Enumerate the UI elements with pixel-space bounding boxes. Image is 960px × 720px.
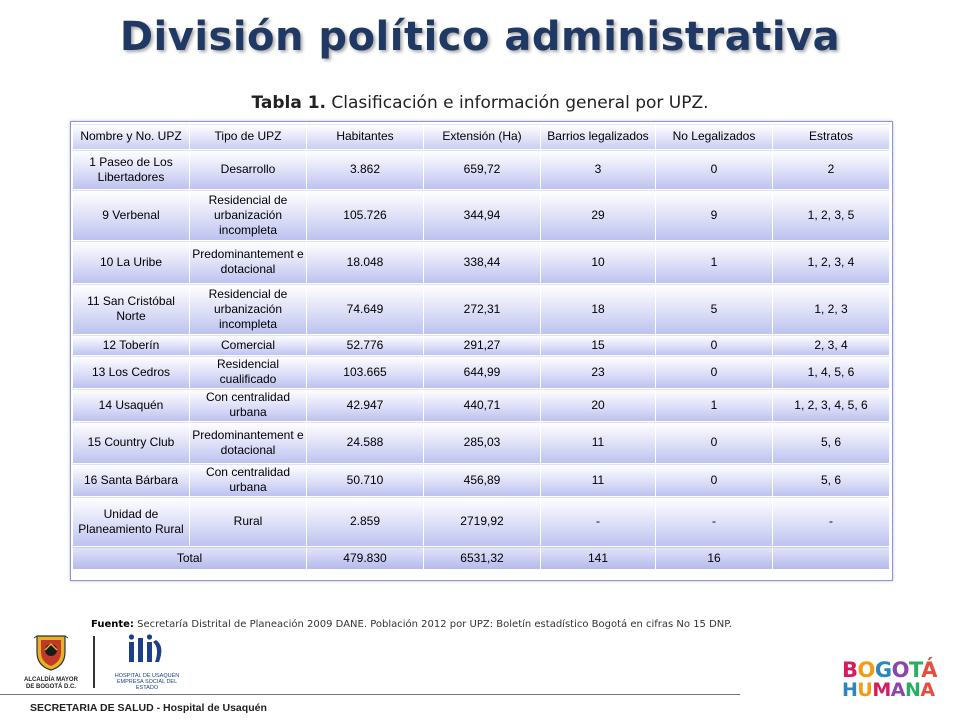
- caption-text: Clasificación e información general por UPZ.: [331, 93, 709, 113]
- table-cell: 13 Los Cedros: [73, 356, 190, 389]
- table-cell: 2719,92: [424, 497, 541, 547]
- footer-text: SECRETARIA DE SALUD - Hospital de Usaquén: [30, 702, 267, 714]
- source-note: [91, 619, 732, 630]
- table-cell: 291,27: [424, 335, 541, 356]
- total-estratos: [773, 547, 890, 570]
- table-cell: 29: [541, 190, 656, 241]
- table-cell: Predominantement e dotacional: [190, 422, 307, 464]
- page-title: División político administrativa: [119, 14, 841, 60]
- hospital-line1: HOSPITAL DE USAQUÉN: [114, 673, 180, 679]
- table-cell: 18.048: [307, 241, 424, 284]
- table-row: [73, 284, 890, 335]
- table-cell: 644,99: [424, 356, 541, 389]
- table-row: [73, 190, 890, 241]
- table-caption: [0, 93, 960, 113]
- table-row: [73, 464, 890, 497]
- table-cell: 659,72: [424, 150, 541, 190]
- table-cell: 0: [656, 335, 773, 356]
- total-barrios: 141: [541, 547, 656, 570]
- hospital-emblem-icon: [125, 632, 169, 668]
- table-row: [73, 356, 890, 389]
- table-cell: 1, 2, 3, 4, 5, 6: [773, 389, 890, 422]
- table-cell: Residencial cualificado: [190, 356, 307, 389]
- table-cell: -: [656, 497, 773, 547]
- table-cell: 103.665: [307, 356, 424, 389]
- table-cell: 456,89: [424, 464, 541, 497]
- table-cell: 338,44: [424, 241, 541, 284]
- header-cell: Extensión (Ha): [424, 124, 541, 150]
- source-text: Secretaría Distrital de Planeación 2009 DANE. Población 2012 por UPZ: Boletín estadístico Bogotá en cifras No 15 DNP.: [137, 619, 732, 630]
- table-cell: 0: [656, 464, 773, 497]
- table-cell: 11: [541, 464, 656, 497]
- alcaldia-line1: ALCALDÍA MAYOR: [24, 677, 78, 683]
- bogota-line1: BOGOTÁ: [842, 658, 937, 682]
- table-cell: 12 Toberín: [73, 335, 190, 356]
- table-cell: 14 Usaquén: [73, 389, 190, 422]
- table-cell: 15 Country Club: [73, 422, 190, 464]
- header-cell: No Legalizados: [656, 124, 773, 150]
- total-no-legalizados: 16: [656, 547, 773, 570]
- table-cell: 0: [656, 356, 773, 389]
- table-cell: 1: [656, 241, 773, 284]
- table-cell: Rural: [190, 497, 307, 547]
- table-cell: 2, 3, 4: [773, 335, 890, 356]
- table-row: [73, 335, 890, 356]
- table-cell: 344,94: [424, 190, 541, 241]
- table-cell: 11 San Cristóbal Norte: [73, 284, 190, 335]
- table-cell: 11: [541, 422, 656, 464]
- table-cell: 9 Verbenal: [73, 190, 190, 241]
- table-header-row: [73, 124, 890, 150]
- header-cell: Habitantes: [307, 124, 424, 150]
- table-cell: 1: [656, 389, 773, 422]
- table-cell: 10: [541, 241, 656, 284]
- table-cell: 42.947: [307, 389, 424, 422]
- table-cell: 5, 6: [773, 422, 890, 464]
- table-cell: 1, 4, 5, 6: [773, 356, 890, 389]
- alcaldia-logo: [22, 632, 80, 691]
- table-row: [73, 241, 890, 284]
- table-cell: 3: [541, 150, 656, 190]
- table-cell: Residencial de urbanización incompleta: [190, 284, 307, 335]
- table-cell: 24.588: [307, 422, 424, 464]
- table-cell: Residencial de urbanización incompleta: [190, 190, 307, 241]
- header-cell: Tipo de UPZ: [190, 124, 307, 150]
- table-cell: 3.862: [307, 150, 424, 190]
- table-cell: 20: [541, 389, 656, 422]
- table-cell: 9: [656, 190, 773, 241]
- table-row: [73, 422, 890, 464]
- hospital-line2: EMPRESA SOCIAL DEL ESTADO: [116, 679, 178, 692]
- table-cell: 18: [541, 284, 656, 335]
- table-cell: Predominantement e dotacional: [190, 241, 307, 284]
- bogota-line2: HUMANA: [842, 679, 935, 701]
- table-cell: 1, 2, 3, 5: [773, 190, 890, 241]
- table-total-row: [73, 547, 890, 570]
- table-cell: 272,31: [424, 284, 541, 335]
- footer-divider: [0, 694, 740, 695]
- table-cell: 52.776: [307, 335, 424, 356]
- table-cell: 10 La Uribe: [73, 241, 190, 284]
- table-row: [73, 389, 890, 422]
- table-cell: 16 Santa Bárbara: [73, 464, 190, 497]
- total-habitantes: 479.830: [307, 547, 424, 570]
- table-cell: 1, 2, 3: [773, 284, 890, 335]
- alcaldia-line2: DE BOGOTÁ D.C.: [25, 683, 76, 690]
- source-label: Fuente:: [91, 619, 134, 630]
- table-cell: 50.710: [307, 464, 424, 497]
- table-cell: -: [773, 497, 890, 547]
- logo-divider: [93, 636, 95, 688]
- table-cell: 5, 6: [773, 464, 890, 497]
- table-cell: 5: [656, 284, 773, 335]
- table-cell: Comercial: [190, 335, 307, 356]
- total-extension: 6531,32: [424, 547, 541, 570]
- header-cell: Nombre y No. UPZ: [73, 124, 190, 150]
- table-cell: 2: [773, 150, 890, 190]
- table-cell: 285,03: [424, 422, 541, 464]
- caption-label: Tabla 1.: [251, 93, 327, 113]
- table-cell: Con centralidad urbana: [190, 464, 307, 497]
- table-cell: -: [541, 497, 656, 547]
- coat-of-arms-icon: [31, 632, 71, 672]
- table-cell: 23: [541, 356, 656, 389]
- header-cell: Estratos: [773, 124, 890, 150]
- table-cell: 105.726: [307, 190, 424, 241]
- table-cell: 1, 2, 3, 4: [773, 241, 890, 284]
- total-label: Total: [73, 547, 307, 570]
- table-cell: Unidad de Planeamiento Rural: [73, 497, 190, 547]
- header-cell: Barrios legalizados: [541, 124, 656, 150]
- hospital-logo: [108, 632, 186, 691]
- table-cell: 15: [541, 335, 656, 356]
- table-row: [73, 497, 890, 547]
- table-cell: Con centralidad urbana: [190, 389, 307, 422]
- table-cell: 2.859: [307, 497, 424, 547]
- table-cell: 440,71: [424, 389, 541, 422]
- table-cell: 0: [656, 422, 773, 464]
- upz-table: [72, 123, 890, 570]
- table-cell: 0: [656, 150, 773, 190]
- table-cell: Desarrollo: [190, 150, 307, 190]
- table-row: [73, 150, 890, 190]
- table-cell: 1 Paseo de Los Libertadores: [73, 150, 190, 190]
- table-cell: 74.649: [307, 284, 424, 335]
- bogota-humana-logo: [842, 660, 942, 700]
